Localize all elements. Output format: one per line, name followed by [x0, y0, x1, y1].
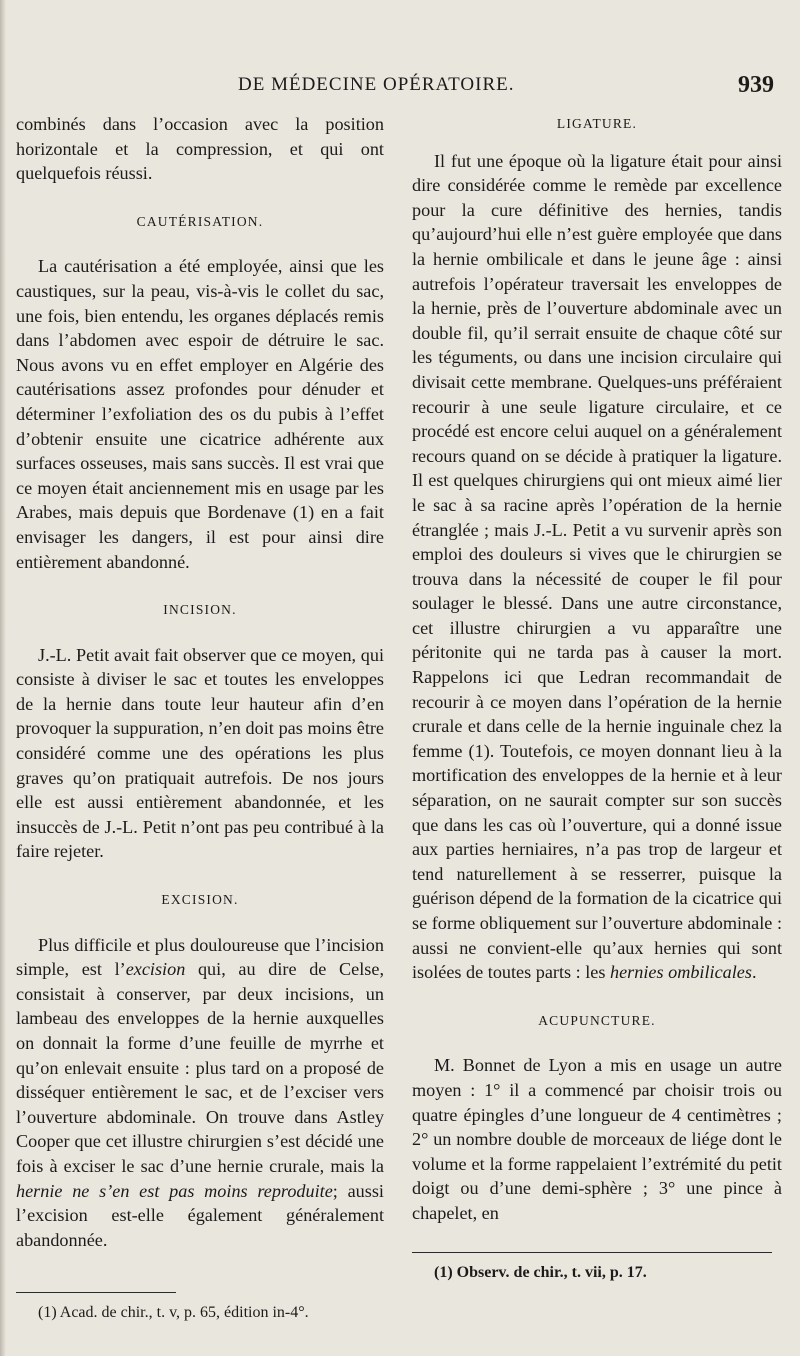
- incision-paragraph: J.-L. Petit avait fait observer que ce moyen, qui consiste à diviser le sac et toutes les enveloppes de la hernie dans toute leur hauteur afin d’en provoquer la suppuration, n’en doit pas moins être considéré comme une des opérations les plus graves qu’on pratiquait autrefois. De nos jours elle est aussi entièrement abandonnée, et les insuccès de J.-L. Petit n’ont pas peu contribué à la faire rejeter.: [16, 644, 384, 862]
- right-column: [412, 112, 782, 1282]
- excision-term: excision: [125, 959, 186, 980]
- footnote-divider: [412, 1252, 772, 1253]
- ligature-text-part: .: [751, 962, 757, 983]
- ligature-italic-phrase: hernies ombilicales: [610, 962, 752, 983]
- left-column: [16, 112, 384, 1322]
- excision-text-part: Plus difficile et plus douloureuse que l’incision simple, est l’: [16, 934, 384, 980]
- ligature-paragraph: [412, 149, 782, 985]
- page-number: 939: [738, 72, 774, 98]
- intro-paragraph: combinés dans l’occasion avec la position horizontale et la compression, et qui ont quelquefois réussi.: [16, 114, 384, 184]
- section-heading-acupuncture: ACUPUNCTURE.: [538, 1012, 656, 1028]
- excision-text-part: ; aussi l’excision est-elle également généralement abandonnée.: [16, 1180, 384, 1250]
- excision-text-part: qui, au dire de Celse, consistait à conserver, par deux incisions, un lambeau des enveloppes de la hernie auxquelles on donnait la forme d’une feuille de myrrhe et qu’on enlevait ensuite : plus tard on a proposé de disséquer entièrement le sac, et de l’exciser vers l’ouverture abdominale. On trouve dans Astley Cooper que cet illustre chirurgien s’est décidé une fois à exciser le sac d’une hernie crurale, mais la: [16, 959, 384, 1176]
- section-heading-ligature: LIGATURE.: [556, 116, 638, 131]
- excision-italic-phrase: hernie ne s’en est pas moins reproduite: [16, 1180, 333, 1201]
- cauterisation-paragraph: La cautérisation a été employée, ainsi que les caustiques, sur la peau, vis-à-vis le collet du sac, une fois, bien entendu, les organes déplacés remis dans l’abdomen avec espoir de détruire le sac. Nous avons vu en effet employer en Algérie des cautérisations assez profondes pour dénuder et déterminer l’exfoliation des os du pubis à l’effet d’obtenir ensuite une cicatrice adhérente aux surfaces osseuses, mais sans succès. Il est vrai que ce moyen était anciennement mis en usage par les Arabes, mais depuis que Bordenave (1) en a fait envisager les dangers, il est pour ainsi dire entièrement abandonné.: [16, 256, 384, 572]
- page-gutter-shadow: [0, 0, 6, 1356]
- footnote-left: (1) Acad. de chir., t. v, p. 65, édition in-4°.: [38, 1304, 309, 1322]
- footnote-right: (1) Observ. de chir., t. vii, p. 17.: [434, 1263, 647, 1281]
- acupuncture-paragraph: M. Bonnet de Lyon a mis en usage un autre moyen : 1° il a commencé par choisir trois ou quatre épingles d’une longueur de 4 centimètres ; 2° un nombre double de morceaux de liége dont le volume et la forme rappelaient l’extrémité du petit doigt ou d’une demi-sphère ; 3° une pince à chapelet, en: [412, 1055, 782, 1223]
- excision-paragraph: [16, 933, 384, 1253]
- footnote-divider: [16, 1292, 176, 1293]
- section-heading-excision: EXCISION.: [161, 892, 239, 908]
- section-heading-cauterisation: CAUTÉRISATION.: [136, 213, 264, 229]
- running-head-title: DE MÉDECINE OPÉRATOIRE.: [238, 74, 515, 95]
- ligature-text-part: Il fut une époque où la ligature était pour ainsi dire considérée comme le remède par excellence pour la cure définitive des hernies, tandis qu’aujourd’hui elle n’est guère employée que dans la hernie ombilicale et dans le jeune âge : ainsi autrefois l’opérateur traversait les enveloppes de la hernie, près de l’ouverture abdominale avec un double fil, qu’il serrait ensuite de chaque côté sur les téguments, ou dans une incision circulaire qui divisait cette membrane. Quelques-uns préféraient recourir à une seule ligature circulaire, et ce procédé est encore celui auquel on a généralement recours quand on se décide à pratiquer la ligature. Il est quelques chirurgiens qui ont mieux aimé lier le sac à sa racine après l’opération de la hernie étranglée ; mais J.-L. Petit a vu survenir après son emploi des douleurs si vives que le chirurgien se trouva dans la nécessité de couper le fil pour soulager le blessé. Dans une autre circonstance, cet illustre chirurgien a vu apparaître une péritonite qui ne tarda pas à causer la mort. Rappelons ici que Ledran recommandait de recourir à ce moyen dans l’opération de la hernie crurale et dans celle de la hernie inguinale chez la femme (1). Toutefois, ce moyen donnant lieu à la mortification des enveloppes de la hernie et à leur séparation, on ne saurait compter sur son succès que dans les cas où l’ouverture, qui a donné issue aux parties herniaires, n’a pas trop de largeur et tend naturellement à se resserrer, puisque la guérison dépend de la formation de la cicatrice qui se forme obliquement sur l’ouverture abdominale : aussi ne convient-elle qu’aux hernies qui sont isolées de toutes parts : les: [412, 150, 782, 983]
- section-heading-incision: INCISION.: [163, 602, 237, 618]
- running-head: [0, 74, 800, 104]
